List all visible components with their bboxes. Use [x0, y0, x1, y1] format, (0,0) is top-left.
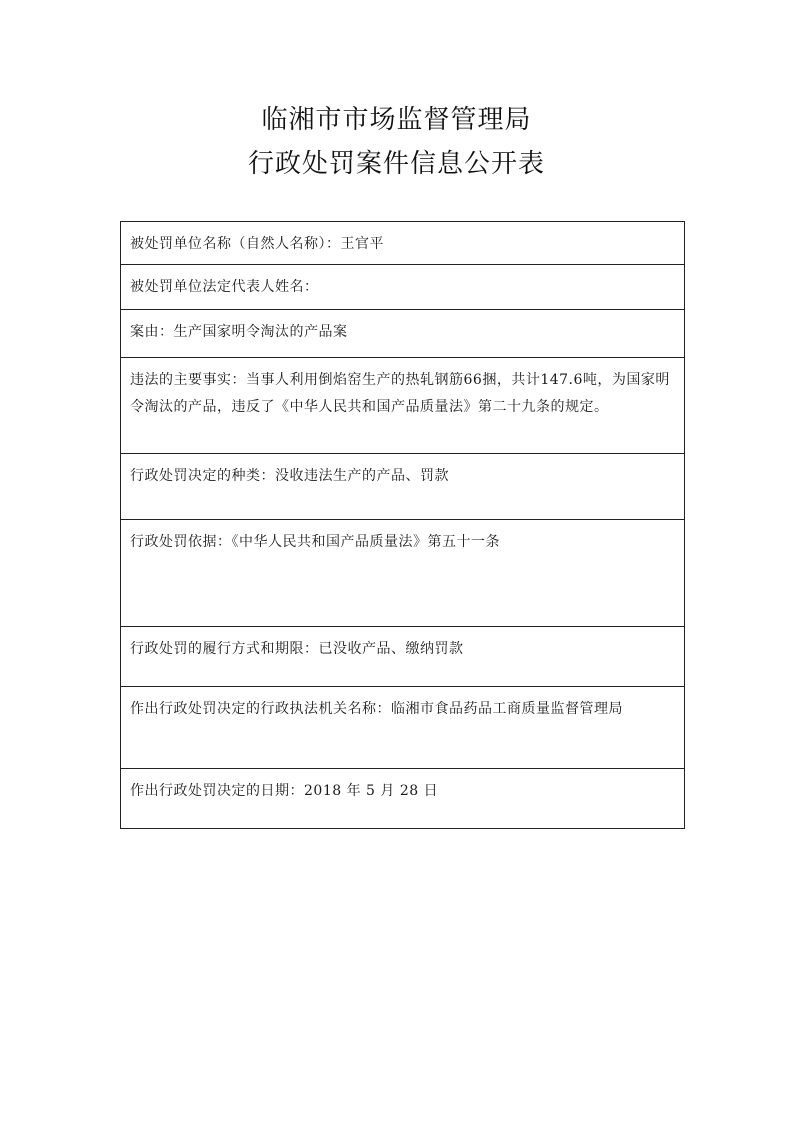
row-label: 行政处罚的履行方式和期限： [130, 641, 319, 657]
table-row-enforcement-agency [121, 687, 685, 769]
table-cell [121, 520, 685, 627]
row-label: 作出行政处罚决定的日期： [130, 783, 304, 799]
table-row-fulfillment [121, 627, 685, 687]
row-label: 案由： [130, 324, 174, 340]
document-title: 行政处罚案件信息公开表 [247, 149, 545, 179]
table-cell [121, 454, 685, 520]
table-cell [121, 769, 685, 829]
row-value: 王官平 [340, 236, 384, 252]
table-row-penalized-name [121, 222, 685, 265]
row-label: 行政处罚依据： [130, 534, 232, 550]
row-label: 被处罚单位法定代表人姓名： [130, 279, 319, 295]
table-cell [121, 358, 685, 454]
table-row-main-facts [121, 358, 685, 454]
table-row-legal-representative [121, 265, 685, 310]
table-cell [121, 310, 685, 358]
case-info-table [120, 221, 685, 829]
table-cell [121, 265, 685, 310]
table-row-decision-date [121, 769, 685, 829]
row-value: 生产国家明令淘汰的产品案 [173, 324, 348, 340]
row-label: 作出行政处罚决定的行政执法机关名称： [130, 701, 391, 717]
table-row-penalty-basis [121, 520, 685, 627]
row-value: 临湘市食品药品工商质量监督管理局 [391, 701, 623, 717]
document-header [0, 98, 793, 186]
row-value: 当事人利用倒焰窑生产的热轧钢筋66捆，共计147.6吨，为国家明令淘汰的产品，违反了《中华人民共和国产品质量法》第二十九条的规定。 [130, 372, 670, 415]
row-label: 行政处罚决定的种类： [130, 468, 275, 484]
table-cell [121, 687, 685, 769]
table-row-penalty-type [121, 454, 685, 520]
table-cell [121, 222, 685, 265]
row-label: 违法的主要事实： [130, 372, 246, 388]
row-value: 已没收产品、缴纳罚款 [318, 641, 464, 657]
table-cell [121, 627, 685, 687]
agency-title: 临湘市市场监督管理局 [261, 105, 532, 135]
row-value: 《中华人民共和国产品质量法》第五十一条 [231, 534, 500, 550]
row-value: 2018 年 5 月 28 日 [304, 783, 439, 799]
row-label: 被处罚单位名称（自然人名称）： [130, 236, 341, 252]
table-row-case-cause [121, 310, 685, 358]
row-value: 没收违法生产的产品、罚款 [275, 468, 449, 484]
